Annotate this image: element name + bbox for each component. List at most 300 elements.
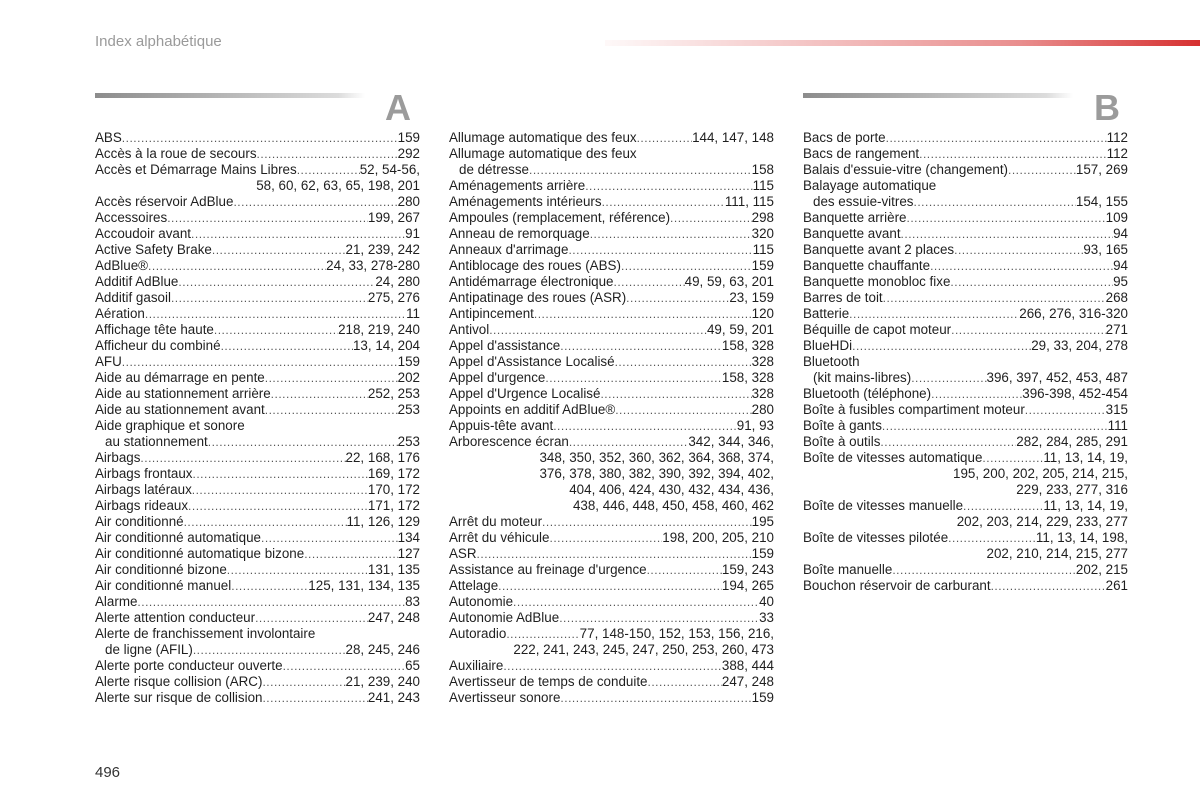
leader-dots	[852, 338, 1031, 354]
index-entry-pages: 11, 126, 129	[346, 514, 420, 529]
index-column-2	[449, 130, 774, 706]
index-entry	[95, 290, 420, 306]
leader-dots	[304, 546, 397, 562]
leader-dots	[233, 194, 397, 210]
index-entry-pages: 111	[1107, 418, 1128, 433]
index-entry-pages: 247, 248	[721, 674, 774, 689]
leader-dots	[167, 210, 368, 226]
index-entry-row	[95, 402, 420, 418]
index-entry-label: Arrêt du véhicule	[449, 530, 550, 545]
index-column-1	[95, 130, 420, 706]
index-entry	[95, 674, 420, 690]
index-entry-pages: 195	[751, 514, 774, 529]
leader-dots	[892, 562, 1076, 578]
index-entry-row	[449, 690, 774, 706]
index-entry	[803, 242, 1128, 258]
index-entry-label: Air conditionné manuel	[95, 578, 232, 593]
leader-dots	[569, 434, 689, 450]
index-entry-pages: 328	[751, 354, 774, 369]
index-entry	[803, 322, 1128, 338]
index-entry-row	[95, 162, 420, 178]
index-entry-label: Bouchon réservoir de carburant	[803, 578, 991, 593]
index-entry	[449, 178, 774, 194]
index-entry-pages: 111, 115	[724, 194, 774, 209]
index-entry-label: Aménagements arrière	[449, 178, 586, 193]
index-entry	[449, 338, 774, 354]
index-entry-label: Affichage tête haute	[95, 322, 214, 337]
index-entry-label: Aide graphique et sonore	[95, 418, 245, 433]
leader-dots	[261, 530, 398, 546]
leader-dots	[901, 226, 1114, 242]
index-entry-row	[95, 290, 420, 306]
index-entry	[449, 226, 774, 242]
index-entry-row	[95, 226, 420, 242]
leader-dots	[1025, 402, 1106, 418]
index-entry-pages: 241, 243	[367, 690, 420, 705]
index-entry-row	[449, 274, 774, 290]
index-entry	[95, 482, 420, 498]
index-entry-label: Anneaux d'arrimage	[449, 242, 569, 257]
index-entry-label: BlueHDi	[803, 338, 853, 353]
index-entry	[95, 338, 420, 354]
index-entry	[95, 274, 420, 290]
index-entry-pages: 21, 239, 242	[345, 242, 420, 257]
leader-dots	[208, 434, 398, 450]
index-entry-pages: 342, 344, 346,	[688, 434, 774, 449]
index-entry	[803, 530, 1128, 562]
index-entry-sublabel: des essuie-vitres	[813, 194, 914, 209]
index-entry-label: Accoudoir avant	[95, 226, 192, 241]
index-entry	[449, 690, 774, 706]
index-entry-pages: 24, 280	[375, 274, 420, 289]
index-entry-row	[449, 210, 774, 226]
leader-dots	[188, 498, 368, 514]
index-entry-label: Antipincement	[449, 306, 534, 321]
index-entry-label: Airbags	[95, 450, 141, 465]
index-entry-label: Active Safety Brake	[95, 242, 212, 257]
index-entry	[95, 610, 420, 626]
index-entry-pages: 157, 269	[1075, 162, 1128, 177]
leader-dots	[227, 562, 368, 578]
index-entry-row	[449, 194, 774, 210]
index-entry-row	[449, 434, 774, 450]
leader-dots	[560, 690, 751, 706]
index-entry-row	[449, 306, 774, 322]
section-a-bar	[95, 93, 365, 98]
index-entry-row	[95, 322, 420, 338]
index-entry-row	[95, 146, 420, 162]
index-entry-label: Aide au stationnement arrière	[95, 386, 271, 401]
index-entry-pages: 169, 172	[367, 466, 420, 481]
index-entry-label: Barres de toit	[803, 290, 883, 305]
leader-dots	[297, 162, 360, 178]
index-entry-pages: 252, 253	[367, 386, 420, 401]
index-entry-pages: 33	[759, 610, 774, 625]
index-entry-label: Air conditionné automatique bizone	[95, 546, 305, 561]
index-entry	[95, 130, 420, 146]
index-entry-pages: 253	[397, 402, 420, 417]
index-entry	[803, 226, 1128, 242]
leader-dots	[498, 578, 722, 594]
index-entry-pages: 199, 267	[367, 210, 420, 225]
leader-dots	[950, 274, 1113, 290]
index-entry-pages: 11, 13, 14, 19,	[1043, 450, 1128, 465]
leader-dots	[178, 274, 375, 290]
leader-dots	[948, 530, 1036, 546]
index-entry	[95, 530, 420, 546]
index-entry-label: Banquette chauffante	[803, 258, 931, 273]
index-entry-row	[95, 450, 420, 466]
leader-dots	[503, 658, 722, 674]
index-entry-row	[803, 370, 1128, 386]
leader-dots	[271, 386, 368, 402]
index-entry-pages: 49, 59, 201	[706, 322, 774, 337]
index-entry-label: Attelage	[449, 578, 499, 593]
index-entry-label: Appel d'assistance	[449, 338, 561, 353]
index-entry	[803, 178, 1128, 210]
index-entry-label: Bluetooth	[803, 354, 860, 369]
index-entry-row	[95, 370, 420, 386]
leader-dots	[257, 146, 398, 162]
index-entry	[449, 610, 774, 626]
leader-dots	[954, 242, 1083, 258]
index-entry-pages-continued: 195, 200, 202, 205, 214, 215,	[953, 466, 1128, 481]
leader-dots	[849, 306, 1019, 322]
index-entry-row	[95, 530, 420, 546]
index-entry	[95, 562, 420, 578]
index-entry	[803, 402, 1128, 418]
index-entry-pages: 131, 135	[367, 562, 420, 577]
index-entry-pages: 28, 245, 246	[345, 642, 420, 657]
leader-dots	[137, 594, 405, 610]
index-entry	[95, 226, 420, 242]
leader-dots	[193, 466, 368, 482]
leader-dots	[602, 194, 725, 210]
index-entry-pages: 120	[751, 306, 774, 321]
index-entry-pages: 315	[1105, 402, 1128, 417]
index-entry-pages: 154, 155	[1075, 194, 1128, 209]
leader-dots	[560, 338, 722, 354]
index-entry-pages: 77, 148-150, 152, 153, 156, 216,	[579, 626, 774, 641]
index-entry-label: Boîte manuelle	[803, 562, 893, 577]
index-entry-label: Avertisseur de temps de conduite	[449, 674, 648, 689]
index-entry-row	[449, 674, 774, 690]
index-entry-label: Autoradio	[449, 626, 507, 641]
leader-dots	[615, 354, 752, 370]
index-entry-label: Boîte de vitesses manuelle	[803, 498, 964, 513]
leader-dots	[647, 562, 722, 578]
leader-dots	[191, 226, 405, 242]
leader-dots	[600, 386, 751, 402]
index-entry-row	[449, 594, 774, 610]
index-entry-label: Boîte à fusibles compartiment moteur	[803, 402, 1025, 417]
index-entry-pages-continued: 202, 203, 214, 229, 233, 277	[956, 514, 1128, 529]
index-entry-label: Arborescence écran	[449, 434, 569, 449]
leader-dots	[931, 386, 1022, 402]
index-entry-label: Antidémarrage électronique	[449, 274, 614, 289]
index-entry-label: Boîte à gants	[803, 418, 882, 433]
index-entry	[449, 402, 774, 418]
index-entry-label: Antipatinage des roues (ASR)	[449, 290, 627, 305]
index-entry-row	[95, 210, 420, 226]
header-title: Index alphabétique	[95, 33, 222, 50]
index-entry-row	[803, 530, 1128, 546]
index-entry-row	[803, 210, 1128, 226]
index-entry-row	[95, 194, 420, 210]
index-entry-row	[803, 562, 1128, 578]
index-entry-pages-continued: 202, 210, 214, 215, 277	[986, 546, 1128, 561]
index-entry-pages-continued: 404, 406, 424, 430, 432, 434, 436,	[569, 482, 774, 497]
index-entry-row	[95, 274, 420, 290]
index-entry-pages: 280	[397, 194, 420, 209]
index-entry	[449, 322, 774, 338]
index-entry	[95, 242, 420, 258]
index-entry-label: Air conditionné automatique	[95, 530, 262, 545]
index-entry-row	[449, 418, 774, 434]
index-entry-label: Alarme	[95, 594, 138, 609]
index-entry-label: Alerte risque collision (ARC)	[95, 674, 263, 689]
index-entry-pages: 115	[752, 242, 774, 257]
index-entry-row	[95, 258, 420, 274]
header-accent-bar	[605, 40, 1200, 46]
index-entry	[449, 290, 774, 306]
index-entry-row	[449, 162, 774, 178]
index-entry-pages: 65	[405, 658, 420, 673]
index-entry-row	[449, 386, 774, 402]
index-entry-label: Aération	[95, 306, 145, 321]
index-entry-label: Boîte de vitesses pilotée	[803, 530, 949, 545]
index-entry-label: Appuis-tête avant	[449, 418, 554, 433]
leader-dots	[214, 322, 338, 338]
index-entry	[449, 306, 774, 322]
index-entry-label: Avertisseur sonore	[449, 690, 561, 705]
index-entry	[95, 386, 420, 402]
index-entry-pages: 280	[751, 402, 774, 417]
index-entry	[449, 354, 774, 370]
index-entry-pages: 298	[751, 210, 774, 225]
index-entry-row	[449, 578, 774, 594]
index-entry	[803, 210, 1128, 226]
index-entry-label: Alerte porte conducteur ouverte	[95, 658, 283, 673]
index-entry	[449, 594, 774, 610]
index-entry-row	[449, 290, 774, 306]
index-entry	[803, 386, 1128, 402]
leader-dots	[637, 130, 692, 146]
index-entry-row	[803, 226, 1128, 242]
leader-dots	[590, 226, 752, 242]
index-entry	[95, 546, 420, 562]
index-entry-pages: 261	[1105, 578, 1128, 593]
index-entry-label: Assistance au freinage d'urgence	[449, 562, 647, 577]
index-entry-row	[449, 354, 774, 370]
index-entry-pages: 275, 276	[367, 290, 420, 305]
leader-dots	[614, 274, 685, 290]
index-entry	[95, 578, 420, 594]
index-entry-row	[449, 658, 774, 674]
leader-dots	[171, 290, 368, 306]
index-entry-pages: 11	[406, 306, 420, 321]
leader-dots	[212, 242, 346, 258]
leader-dots	[231, 578, 308, 594]
index-entry-label: Accès et Démarrage Mains Libres	[95, 162, 297, 177]
index-entry-label: Aide au stationnement avant	[95, 402, 265, 417]
index-entry-label: Anneau de remorquage	[449, 226, 590, 241]
index-entry-row	[95, 242, 420, 258]
index-entry	[803, 562, 1128, 578]
index-entry-pages: 159, 243	[721, 562, 774, 577]
index-entry-pages: 247, 248	[367, 610, 420, 625]
index-entry	[803, 290, 1128, 306]
index-entry	[95, 466, 420, 482]
index-entry	[449, 130, 774, 146]
index-entry-label: Autonomie	[449, 594, 514, 609]
index-entry-pages: 159	[751, 546, 774, 561]
index-entry-row	[95, 642, 420, 658]
index-entry-label: AdBlue®	[95, 258, 149, 273]
index-entry-pages: 292	[397, 146, 420, 161]
index-entry-label: Afficheur du combiné	[95, 338, 221, 353]
index-entry-pages: 29, 33, 204, 278	[1031, 338, 1128, 353]
index-entry-label: Balayage automatique	[803, 178, 937, 193]
index-entry-row	[803, 146, 1128, 162]
index-entry	[449, 658, 774, 674]
index-entry-row	[95, 354, 420, 370]
index-entry-pages: 194, 265	[721, 578, 774, 593]
index-entry	[803, 578, 1128, 594]
index-entry-row	[449, 610, 774, 626]
index-entry-label: Airbags frontaux	[95, 466, 193, 481]
index-entry-pages: 94	[1113, 226, 1128, 241]
index-entry-row	[803, 402, 1128, 418]
index-entry-pages: 268	[1105, 290, 1128, 305]
leader-dots	[265, 370, 398, 386]
index-entry-label: Aide au démarrage en pente	[95, 370, 265, 385]
leader-dots	[255, 610, 368, 626]
index-entry-label: Appel d'Urgence Localisé	[449, 386, 601, 401]
leader-dots	[559, 610, 759, 626]
leader-dots	[1008, 162, 1076, 178]
leader-dots	[489, 322, 707, 338]
index-entry-row	[449, 514, 774, 530]
index-entry-label: Airbags latéraux	[95, 482, 192, 497]
index-entry	[95, 402, 420, 418]
leader-dots	[911, 370, 986, 386]
index-entry-row	[803, 242, 1128, 258]
index-entry-row	[95, 386, 420, 402]
leader-dots	[192, 482, 368, 498]
index-entry	[449, 274, 774, 290]
index-entry	[95, 690, 420, 706]
index-entry-pages: 40	[759, 594, 774, 609]
index-entry-label: Allumage automatique des feux	[449, 146, 637, 161]
leader-dots	[145, 306, 406, 322]
index-entry-pages: 49, 59, 63, 201	[684, 274, 774, 289]
leader-dots	[906, 210, 1105, 226]
index-entry-row	[449, 178, 774, 194]
index-entry-row	[449, 370, 774, 386]
index-entry-pages: 159	[397, 354, 420, 369]
index-entry-label: Béquille de capot moteur	[803, 322, 952, 337]
index-entry	[95, 514, 420, 530]
index-entry-pages: 115	[752, 178, 774, 193]
index-entry-pages: 13, 14, 204	[352, 338, 420, 353]
index-entry-row	[95, 546, 420, 562]
index-entry-row	[95, 514, 420, 530]
index-entry-row	[803, 306, 1128, 322]
leader-dots	[477, 546, 752, 562]
index-entry-row	[95, 610, 420, 626]
index-entry-sublabel: (kit mains-libres)	[813, 370, 912, 385]
index-entry-row	[449, 226, 774, 242]
index-entry	[449, 210, 774, 226]
index-entry	[95, 594, 420, 610]
index-entry	[803, 258, 1128, 274]
index-entry-row	[95, 674, 420, 690]
index-entry-row	[803, 338, 1128, 354]
index-entry-label: Alerte sur risque de collision	[95, 690, 263, 705]
section-b-bar	[803, 93, 1073, 98]
leader-dots	[283, 658, 406, 674]
index-entry-label: Boîte à outils	[803, 434, 881, 449]
index-entry	[449, 418, 774, 434]
index-entry-pages: 202	[397, 370, 420, 385]
index-entry-row	[803, 194, 1128, 210]
index-entry-pages-continued: 222, 241, 243, 245, 247, 250, 253, 260, 473	[513, 642, 774, 657]
leader-dots	[534, 306, 752, 322]
index-entry-label: Additif AdBlue	[95, 274, 179, 289]
index-entry	[803, 418, 1128, 434]
index-entry-label: Bacs de porte	[803, 130, 886, 145]
index-entry	[95, 418, 420, 450]
leader-dots	[991, 578, 1106, 594]
index-entry-label: Alerte de franchissement involontaire	[95, 626, 316, 641]
index-entry-pages: 127	[397, 546, 420, 561]
index-entry-row	[449, 338, 774, 354]
index-entry-pages: 253	[397, 434, 420, 449]
leader-dots	[670, 210, 752, 226]
index-entry-label: Air conditionné bizone	[95, 562, 227, 577]
index-entry-row	[449, 562, 774, 578]
index-entry-label: Batterie	[803, 306, 850, 321]
index-entry-pages: 396-398, 452-454	[1022, 386, 1128, 401]
index-entry-pages: 91	[405, 226, 420, 241]
leader-dots	[513, 594, 759, 610]
index-entry-label: Autonomie AdBlue	[449, 610, 560, 625]
index-entry-row	[95, 482, 420, 498]
leader-dots	[913, 194, 1075, 210]
index-entry-label: Allumage automatique des feux	[449, 130, 637, 145]
index-entry-pages: 22, 168, 176	[345, 450, 420, 465]
leader-dots	[193, 642, 346, 658]
index-entry-pages: 134	[397, 530, 420, 545]
index-entry-label: Banquette arrière	[803, 210, 907, 225]
index-entry-row	[95, 690, 420, 706]
index-entry-label: Bluetooth (téléphone)	[803, 386, 932, 401]
index-entry	[95, 146, 420, 162]
index-entry	[449, 674, 774, 690]
index-entry-pages: 159	[397, 130, 420, 145]
index-entry-pages: 328	[751, 386, 774, 401]
index-entry-row	[449, 626, 774, 642]
leader-dots	[545, 370, 722, 386]
leader-dots	[982, 450, 1043, 466]
index-entry-label: Accessoires	[95, 210, 168, 225]
index-entry-row	[449, 530, 774, 546]
index-entry-pages: 158, 328	[721, 338, 774, 353]
index-entry-label: Accès réservoir AdBlue	[95, 194, 234, 209]
index-entry-pages: 93, 165	[1083, 242, 1128, 257]
index-entry-pages: 11, 13, 14, 19,	[1043, 498, 1128, 513]
